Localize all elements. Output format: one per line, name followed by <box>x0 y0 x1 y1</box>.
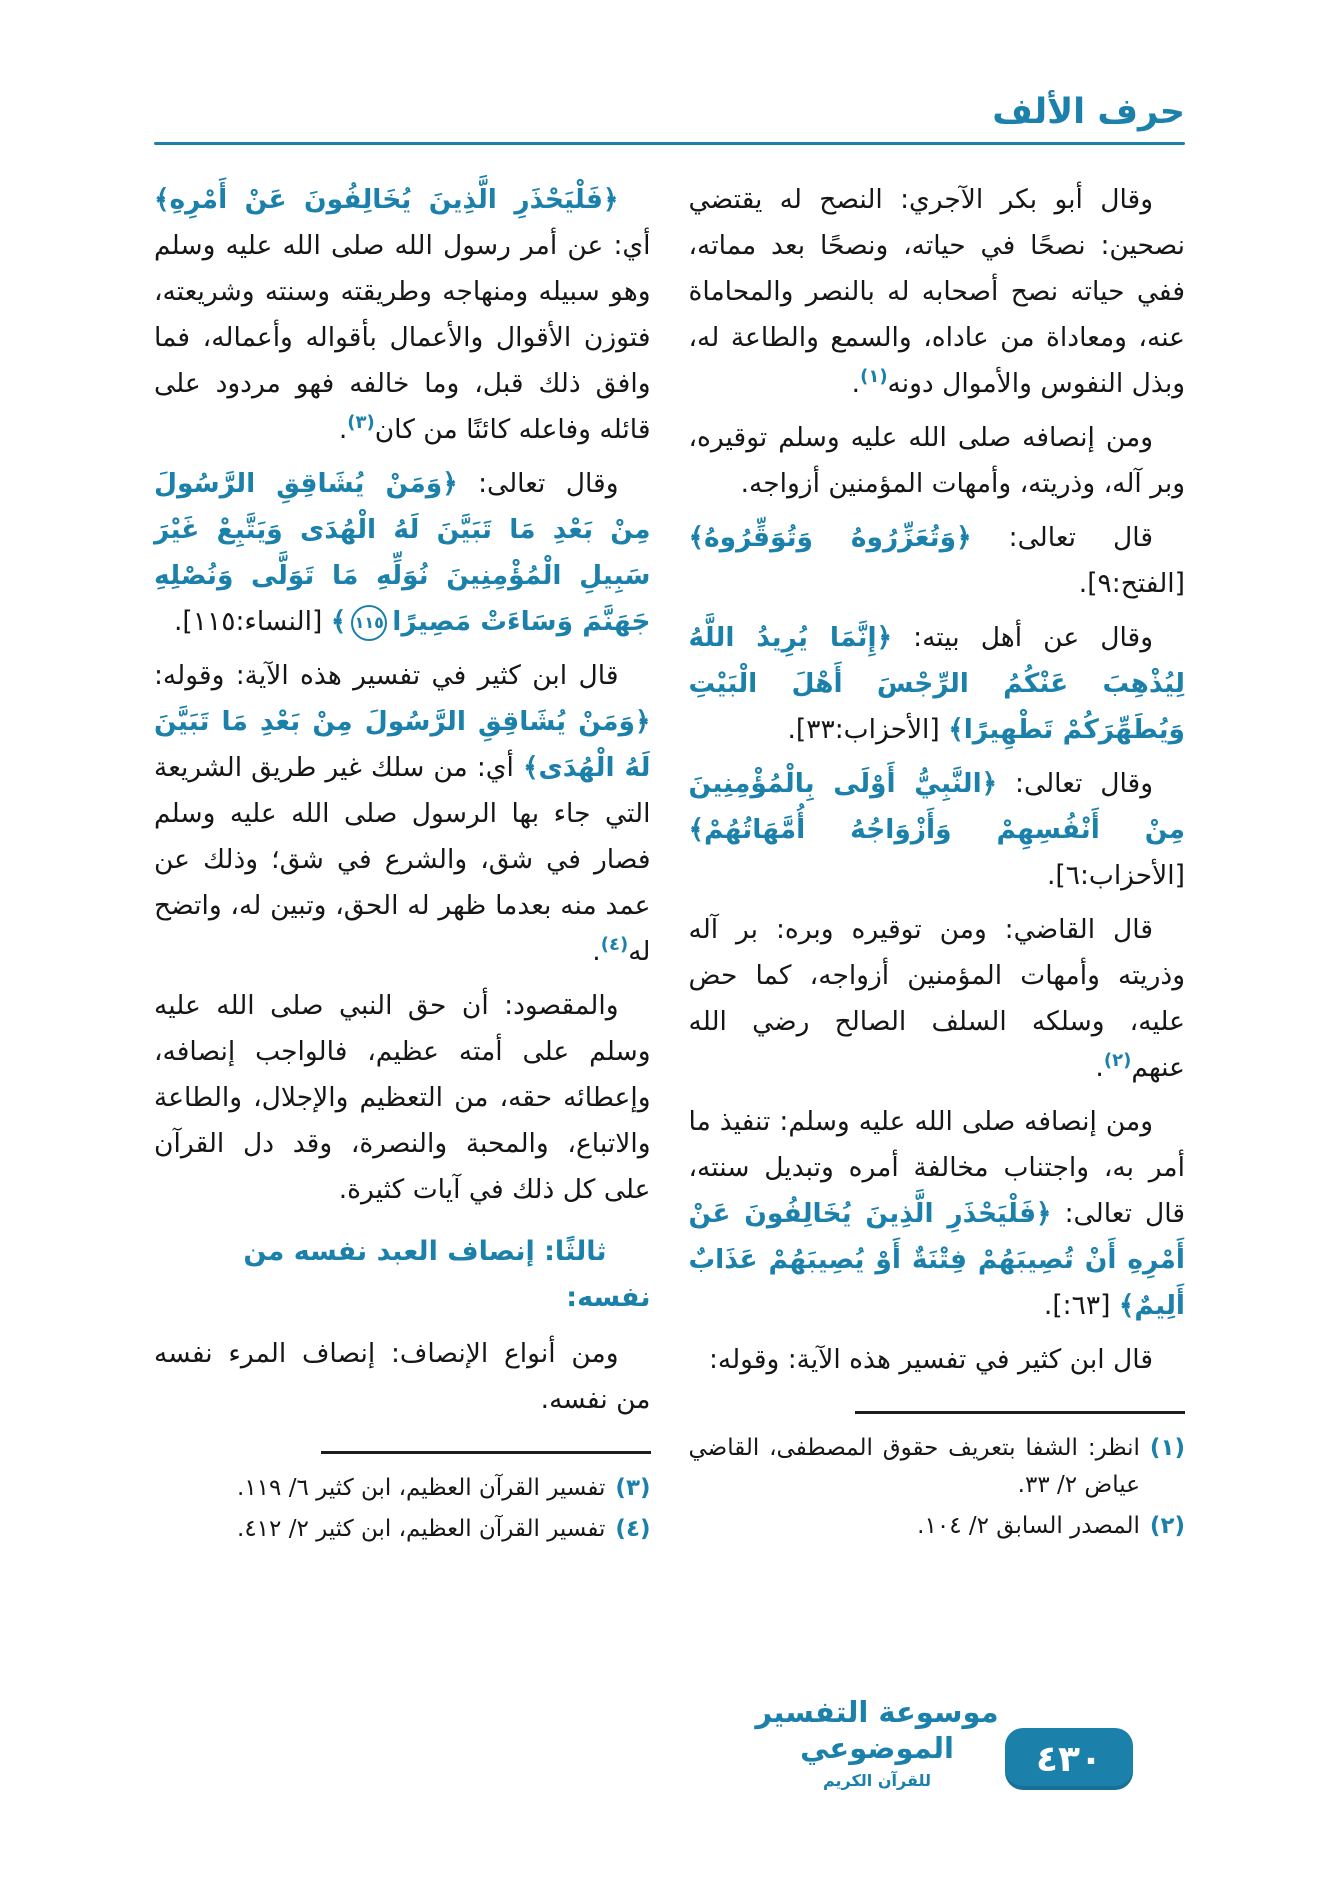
footnote-text: المصدر السابق ٢/ ١٠٤. <box>917 1513 1140 1539</box>
footnote-text: تفسير القرآن العظيم، ابن كثير ٢/ ٤١٢. <box>237 1516 606 1542</box>
paragraph <box>689 907 1186 1091</box>
quran-verse: ﴿إِنَّمَا يُرِيدُ اللَّهُ لِيُذْهِبَ عَنْكُمُ الرِّجْسَ أَهْلَ الْبَيْتِ وَيُطَهِّرَكُمْ تَطْهِيرًا﴾ <box>688 622 1185 745</box>
quran-verse: ﴿النَّبِيُّ أَوْلَى بِالْمُؤْمِنِينَ مِنْ أَنْفُسِهِمْ وَأَزْوَاجُهُ أُمَّهَاتُهُمْ﴾ <box>688 768 1185 845</box>
verse-reference: [النساء:١١٥]. <box>173 606 331 637</box>
paragraph <box>154 461 651 645</box>
body-text: وقال عن أهل بيته: <box>892 622 1153 653</box>
chapter-title: حرف الألف <box>992 92 1185 132</box>
page-content <box>0 92 1339 1552</box>
publisher-logo <box>752 1694 1002 1790</box>
paragraph <box>154 983 651 1213</box>
footnote-marker: (١) <box>860 366 888 388</box>
body-text: ومن أنواع الإنصاف: إنصاف المرء نفسه من نفسه. <box>154 1338 651 1415</box>
body-text: قال ابن كثير في تفسير هذه الآية: وقوله: <box>154 660 619 691</box>
paragraph <box>154 1331 651 1423</box>
body-text: وقال أبو بكر الآجري: النصح له يقتضي نصحين: نصحًا في حياته، ونصحًا بعد مماته، ففي حياته نصح أصحابه له بالنصر والمحاماة عنه، ومعاداة من عاداه، والسمع والطاعة له، وبذل النفوس والأموال دونه <box>688 184 1185 399</box>
footnote-marker: (٢) <box>1103 1050 1132 1072</box>
paragraph <box>689 177 1186 407</box>
footnote-marker: (٤) <box>600 934 629 956</box>
footnote-number: (٤) <box>615 1516 651 1542</box>
body-text: قال تعالى: <box>971 522 1154 553</box>
footnote <box>689 1508 1186 1545</box>
body-text: أي: عن أمر رسول الله صلى الله عليه وسلم وهو سبيله ومنهاجه وطريقته وسنته وشريعته، فتوزن الأقوال والأعمال بأقواله وأعماله، فما وافق ذلك قبل، وما خالفه فهو مردود على قائله وفاعله كائنًا من كان <box>154 230 651 445</box>
verse-reference: [الأحزاب:٣٣]. <box>787 714 949 745</box>
body-text: . <box>338 414 348 445</box>
body-text: . <box>592 936 601 967</box>
quran-verse: ﴿فَلْيَحْذَرِ الَّذِينَ يُخَالِفُونَ عَنْ أَمْرِهِ أَنْ تُصِيبَهُمْ فِتْنَةٌ أَوْ يُصِيبَهُمْ عَذَابٌ أَلِيمٌ﴾ <box>688 1198 1185 1321</box>
publisher-logo-title: موسوعة التفسير الموضوعي <box>755 1695 999 1766</box>
body-text: وقال تعالى: <box>997 768 1153 799</box>
publisher-logo-subtitle: للقرآن الكريم <box>822 1770 932 1790</box>
verse-reference: [الفتح:٩]. <box>1078 568 1185 599</box>
quran-verse: ﴿وَمَنْ يُشَاقِقِ الرَّسُولَ مِنْ بَعْدِ مَا تَبَيَّنَ لَهُ الْهُدَى وَيَتَّبِعْ غَيْرَ سَبِيلِ الْمُؤْمِنِينَ نُوَلِّهِ مَا تَوَلَّى وَنُصْلِهِ جَهَنَّمَ وَسَاءَتْ مَصِيرًا <box>154 468 651 637</box>
paragraph <box>689 415 1186 507</box>
footnote-number: (٢) <box>1149 1513 1185 1539</box>
paragraph <box>689 1337 1186 1383</box>
body-text: والمقصود: أن حق النبي صلى الله عليه وسلم على أمته عظيم، فالواجب إنصافه، وإعطائه حقه، من التعظيم والإجلال، والطاعة والاتباع، والمحبة والنصرة، وقد دل القرآن على كل ذلك في آيات كثيرة. <box>154 990 651 1205</box>
column-right <box>689 177 1186 1549</box>
body-text: . <box>1095 1052 1104 1083</box>
footnote <box>689 1430 1186 1504</box>
column-left <box>154 177 651 1552</box>
paragraph <box>154 177 651 453</box>
page-number-badge: ٤٣٠ <box>1005 1728 1133 1790</box>
paragraph <box>689 1099 1186 1329</box>
footnote-text: تفسير القرآن العظيم، ابن كثير ٦/ ١١٩. <box>237 1475 606 1501</box>
footnote-text: انظر: الشفا بتعريف حقوق المصطفى، القاضي عياض ٢/ ٣٣. <box>688 1435 1140 1498</box>
body-text: قال ابن كثير في تفسير هذه الآية: وقوله: <box>708 1344 1153 1375</box>
body-text: ومن إنصافه صلى الله عليه وسلم توقيره، وبر آله، وذريته، وأمهات المؤمنين أزواجه. <box>688 422 1185 499</box>
paragraph <box>689 761 1186 899</box>
verse-reference: [٦٣:]. <box>1043 1290 1119 1321</box>
body-text: أي: من سلك غير طريق الشريعة التي جاء بها الرسول صلى الله عليه وسلم فصار في شق، والشرع في شق؛ وذلك عن عمد منه بعدما ظهر له الحق، وتبين له، واتضح له <box>154 752 651 967</box>
paragraph <box>689 515 1186 607</box>
footnote <box>154 1470 651 1507</box>
body-text: وقال تعالى: <box>457 468 619 499</box>
footnote <box>154 1511 651 1548</box>
paragraph <box>689 615 1186 753</box>
footnote-marker: (٣) <box>347 412 375 434</box>
footnotes-separator <box>321 1451 651 1454</box>
header-rule <box>154 142 1185 145</box>
verse-reference: [الأحزاب:٦]. <box>1046 860 1185 891</box>
paragraph <box>154 653 651 975</box>
quran-verse: ﴿وَتُعَزِّرُوهُ وَتُوَقِّرُوهُ﴾ <box>688 522 972 553</box>
footnote-number: (١) <box>1149 1435 1185 1461</box>
quran-verse: ﴿وَمَنْ يُشَاقِقِ الرَّسُولَ مِنْ بَعْدِ مَا تَبَيَّنَ لَهُ الْهُدَى﴾ <box>154 706 651 783</box>
quran-verse: ﴿فَلْيَحْذَرِ الَّذِينَ يُخَالِفُونَ عَنْ أَمْرِهِ﴾ <box>154 184 619 215</box>
section-heading: ثالثًا: إنصاف العبد نفسه من نفسه: <box>243 1236 651 1313</box>
body-text: ومن إنصافه صلى الله عليه وسلم: تنفيذ ما أمر به، واجتناب مخالفة أمره وتبديل سنته، قال تعالى: <box>688 1106 1185 1229</box>
quran-verse: ﴾ <box>330 606 347 637</box>
body-text: قال القاضي: ومن توقيره وبره: بر آله وذريته وأمهات المؤمنين أزواجه، كما حض عليه، وسلكه السلف الصالح رضي الله عنهم <box>688 914 1185 1083</box>
footnotes-separator <box>855 1411 1185 1414</box>
page-header <box>154 92 1185 145</box>
footnote-number: (٣) <box>615 1475 651 1501</box>
ayah-number-badge: ١١٥ <box>351 605 387 641</box>
page-body <box>154 177 1185 1552</box>
body-text: . <box>851 368 861 399</box>
